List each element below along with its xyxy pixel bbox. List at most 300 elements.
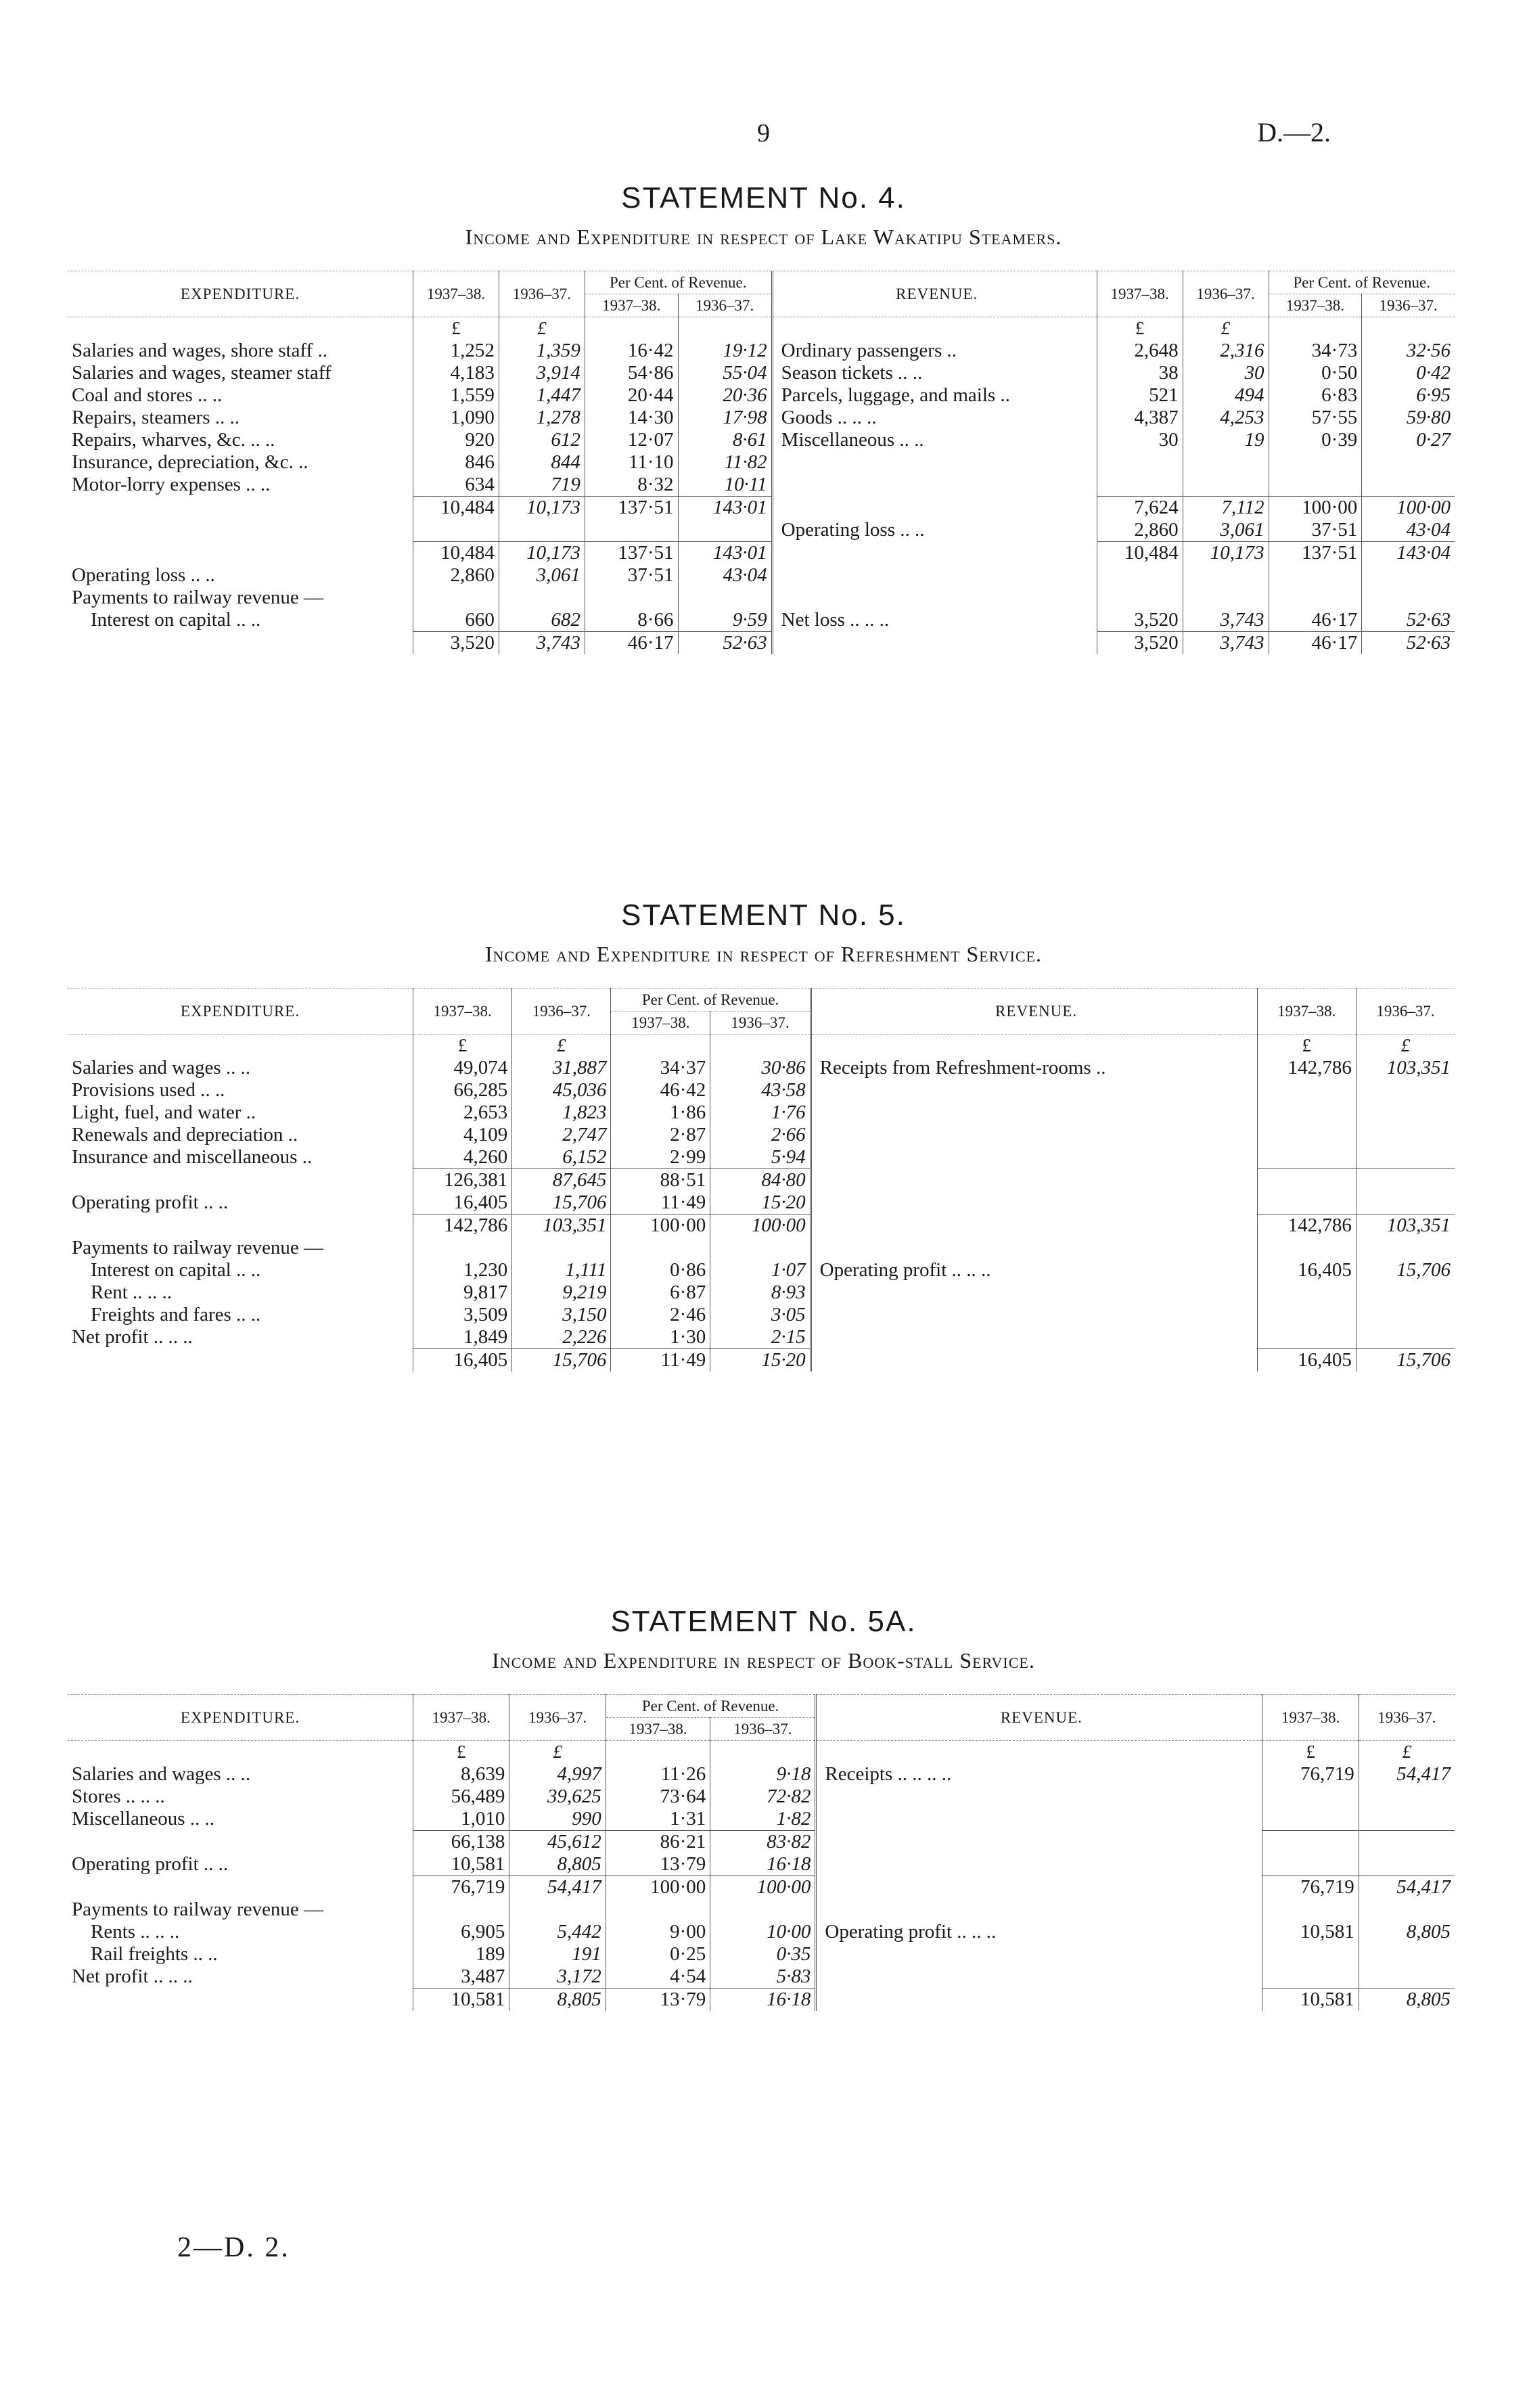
table-row (68, 1808, 1455, 1831)
column-header: EXPENDITURE. (68, 989, 413, 1035)
table-cell (1356, 1304, 1455, 1326)
table-cell: 11·26 (606, 1763, 710, 1786)
statement-title: STATEMENT No. 5. (621, 899, 906, 932)
table-row (68, 317, 1455, 340)
table-cell: 49,074 (413, 1057, 512, 1079)
page-number: 9 (757, 119, 770, 147)
table-cell: 6·83 (1269, 384, 1362, 407)
table-cell: 8·61 (678, 429, 772, 451)
table-cell: 20·44 (585, 384, 678, 407)
table-cell: 76,719 (1262, 1876, 1359, 1899)
row-label (811, 1035, 1257, 1058)
row-label: Freights and fares .. .. (91, 1304, 261, 1325)
row-label (816, 1741, 1262, 1764)
table-cell: 142,786 (1257, 1214, 1356, 1237)
table-cell: 16,405 (413, 1191, 512, 1214)
table-cell: 6·87 (611, 1281, 710, 1304)
table-cell: 46·17 (585, 632, 678, 655)
table-cell (1257, 1101, 1356, 1124)
table-row (68, 1124, 1455, 1146)
table-cell: 137·51 (1269, 542, 1362, 565)
table-cell: 8,805 (509, 1853, 606, 1876)
column-header: 1936–37. (499, 271, 585, 317)
table-cell (1359, 1966, 1455, 1989)
page-footer: 2—D. 2. (177, 2232, 290, 2263)
table-cell: 2,226 (512, 1326, 611, 1349)
table-cell: 844 (499, 451, 585, 474)
table-cell (1257, 1281, 1356, 1304)
table-cell (1269, 317, 1362, 340)
table-cell: 1·82 (710, 1808, 816, 1831)
table-cell (1262, 1899, 1359, 1921)
table-cell (1359, 1786, 1455, 1808)
table-cell (1359, 1853, 1455, 1876)
row-label: Operating profit .. .. (72, 1853, 229, 1875)
table-cell (1183, 451, 1269, 474)
table-cell: 612 (499, 429, 585, 451)
table-cell (1356, 1237, 1455, 1259)
row-label (68, 1989, 413, 2012)
table-row (68, 1921, 1455, 1943)
table-row (68, 1899, 1455, 1921)
table-cell (1362, 317, 1455, 340)
row-label (772, 451, 1097, 474)
table-cell: 2,860 (413, 564, 499, 587)
table-cell: 52·63 (1362, 632, 1455, 655)
table-cell: 3,150 (512, 1304, 611, 1326)
table-cell (1257, 1304, 1356, 1326)
row-label: Parcels, luggage, and mails .. (772, 384, 1097, 407)
table-cell: 43·04 (678, 564, 772, 587)
table-cell: 3,061 (1183, 519, 1269, 542)
table-cell: 3,914 (499, 362, 585, 384)
table-cell: 15,706 (512, 1349, 611, 1372)
row-label: Goods .. .. .. (772, 407, 1097, 429)
table-cell: 15,706 (1356, 1259, 1455, 1281)
row-label (816, 1966, 1262, 1989)
table-cell: 16,405 (1257, 1349, 1356, 1372)
row-label: Salaries and wages .. .. (72, 1763, 251, 1785)
row-label: Interest on capital .. .. (91, 1259, 261, 1281)
row-label: Ordinary passengers .. (772, 340, 1097, 362)
column-header: EXPENDITURE. (68, 271, 413, 317)
table-cell: 11·82 (678, 451, 772, 474)
row-label (68, 317, 413, 340)
row-label: Operating profit .. .. .. (811, 1259, 1257, 1281)
row-label (816, 1989, 1262, 2012)
table-cell: 100·00 (606, 1876, 710, 1899)
column-header: 1936–37. (710, 1718, 816, 1741)
table-cell (413, 587, 499, 609)
table-row (68, 429, 1455, 451)
row-label (68, 497, 413, 520)
row-label (772, 317, 1097, 340)
row-label: Insurance, depreciation, &c. .. (72, 451, 309, 473)
table-cell: 15·20 (710, 1349, 811, 1372)
table-cell: 6·95 (1362, 384, 1455, 407)
table-cell: 73·64 (606, 1786, 710, 1808)
table-cell: 32·56 (1362, 340, 1455, 362)
row-label (772, 497, 1097, 520)
table-cell: 0·35 (710, 1943, 816, 1966)
row-label: Miscellaneous .. .. (72, 1808, 215, 1830)
table-cell: 37·51 (1269, 519, 1362, 542)
table-cell: 0·27 (1362, 429, 1455, 451)
column-header: 1937–38. (1257, 989, 1356, 1035)
row-label (816, 1943, 1262, 1966)
table-cell: £ (1257, 1035, 1356, 1058)
table-cell: 46·17 (1269, 609, 1362, 632)
table-cell: 13·79 (606, 1853, 710, 1876)
table-cell: 76,719 (413, 1876, 509, 1899)
statement-table (68, 1694, 1455, 2011)
row-label (816, 1786, 1262, 1808)
table-cell (1359, 1943, 1455, 1966)
table-cell (585, 587, 678, 609)
table-cell: 54,417 (1359, 1763, 1455, 1786)
table-cell: 8,805 (509, 1989, 606, 2012)
table-cell (1097, 474, 1183, 497)
table-cell: 10·00 (710, 1921, 816, 1943)
table-cell (1362, 587, 1455, 609)
row-label (68, 542, 413, 565)
table-cell: 2·99 (611, 1146, 710, 1169)
table-row (68, 1786, 1455, 1808)
row-label: Miscellaneous .. .. (772, 429, 1097, 451)
row-label (811, 1079, 1257, 1101)
table-cell (1257, 1191, 1356, 1214)
table-cell: 103,351 (1356, 1057, 1455, 1079)
table-cell: 57·55 (1269, 407, 1362, 429)
table-row (68, 451, 1455, 474)
table-cell: 100·00 (1362, 497, 1455, 520)
row-label: Salaries and wages .. .. (72, 1057, 251, 1078)
column-header: 1936–37. (509, 1695, 606, 1741)
table-row (68, 587, 1455, 609)
column-header: 1936–37. (512, 989, 611, 1035)
row-label (772, 587, 1097, 609)
row-label: Stores .. .. .. (72, 1786, 165, 1807)
row-label (811, 1101, 1257, 1124)
table-cell: 191 (509, 1943, 606, 1966)
table-cell (1262, 1786, 1359, 1808)
table-cell: 7,112 (1183, 497, 1269, 520)
row-label (811, 1304, 1257, 1326)
table-cell: 2,316 (1183, 340, 1269, 362)
table-row (68, 1966, 1455, 1989)
table-cell: 8,639 (413, 1763, 509, 1786)
table-cell (1269, 451, 1362, 474)
table-cell: 494 (1183, 384, 1269, 407)
table-cell: 59·80 (1362, 407, 1455, 429)
table-cell: 15,706 (512, 1191, 611, 1214)
table-cell (606, 1899, 710, 1921)
table-row (68, 1191, 1455, 1214)
row-label: Operating profit .. .. (72, 1191, 229, 1213)
table-cell: 88·51 (611, 1169, 710, 1192)
table-row (68, 340, 1455, 362)
row-label: Net profit .. .. .. (72, 1326, 193, 1348)
table-cell: 1,230 (413, 1259, 512, 1281)
table-cell: 2,648 (1097, 340, 1183, 362)
table-cell: 66,138 (413, 1831, 509, 1854)
row-label: Receipts .. .. .. .. (816, 1763, 1262, 1786)
row-label (772, 564, 1097, 587)
table-cell (678, 519, 772, 542)
row-label (68, 1214, 413, 1237)
row-label (68, 1169, 413, 1192)
table-cell: 8,805 (1359, 1989, 1455, 2012)
row-label (816, 1876, 1262, 1899)
row-label (811, 1214, 1257, 1237)
table-cell: 142,786 (1257, 1057, 1356, 1079)
table-cell: 10,581 (1262, 1989, 1359, 2012)
table-cell: £ (1183, 317, 1269, 340)
table-cell: 142,786 (413, 1214, 512, 1237)
table-cell: 3,743 (499, 632, 585, 655)
row-label: Insurance and miscellaneous .. (72, 1146, 313, 1168)
table-cell: 7,624 (1097, 497, 1183, 520)
column-header: 1937–38. (1097, 271, 1183, 317)
table-cell: 3,509 (413, 1304, 512, 1326)
table-cell (710, 1237, 811, 1259)
row-label: Operating profit .. .. .. (816, 1921, 1262, 1943)
table-cell: 1,090 (413, 407, 499, 429)
table-cell (1362, 451, 1455, 474)
table-cell (1356, 1281, 1455, 1304)
table-cell: 5·94 (710, 1146, 811, 1169)
table-cell: 6,152 (512, 1146, 611, 1169)
row-label: Repairs, steamers .. .. (72, 407, 240, 428)
table-cell: 38 (1097, 362, 1183, 384)
table-cell (1356, 1191, 1455, 1214)
table-row (68, 542, 1455, 565)
row-label (811, 1191, 1257, 1214)
table-row (68, 384, 1455, 407)
table-cell: 3,172 (509, 1966, 606, 1989)
table-cell (1356, 1326, 1455, 1349)
table-cell: 1,447 (499, 384, 585, 407)
table-row (68, 1304, 1455, 1326)
table-cell: 10,484 (413, 497, 499, 520)
table-cell (413, 519, 499, 542)
row-label: Receipts from Refreshment-rooms .. (811, 1057, 1257, 1079)
table-cell (678, 317, 772, 340)
table-cell: 8·93 (710, 1281, 811, 1304)
table-row (68, 1326, 1455, 1349)
table-cell: 11·49 (611, 1349, 710, 1372)
table-cell: 9,219 (512, 1281, 611, 1304)
table-cell: 0·86 (611, 1259, 710, 1281)
table-cell: 3,520 (413, 632, 499, 655)
row-label: Coal and stores .. .. (72, 384, 223, 406)
row-label: Payments to railway revenue — (72, 1237, 324, 1258)
column-header: Per Cent. of Revenue. (585, 271, 772, 294)
table-cell: 10,173 (1183, 542, 1269, 565)
row-label (772, 632, 1097, 655)
row-label: Salaries and wages, shore staff .. (72, 340, 327, 361)
row-label (68, 632, 413, 655)
table-cell: 682 (499, 609, 585, 632)
table-cell: 16·18 (710, 1853, 816, 1876)
document-reference: D.—2. (1257, 117, 1331, 147)
statement-table (68, 271, 1455, 654)
table-row (68, 1349, 1455, 1372)
table-cell (678, 587, 772, 609)
table-cell: 4,387 (1097, 407, 1183, 429)
table-cell: 660 (413, 609, 499, 632)
table-cell: 34·37 (611, 1057, 710, 1079)
table-cell: 10,173 (499, 497, 585, 520)
table-cell (509, 1899, 606, 1921)
table-cell: 9·18 (710, 1763, 816, 1786)
table-cell: 143·04 (1362, 542, 1455, 565)
table-cell: 1,849 (413, 1326, 512, 1349)
table-row (68, 497, 1455, 520)
table-cell: 100·00 (710, 1214, 811, 1237)
table-cell: £ (413, 1035, 512, 1058)
table-row (68, 1259, 1455, 1281)
table-cell (1097, 564, 1183, 587)
table-cell: 1,359 (499, 340, 585, 362)
table-cell: 45,036 (512, 1079, 611, 1101)
table-cell: £ (1359, 1741, 1455, 1764)
row-label: Payments to railway revenue — (72, 587, 324, 608)
table-cell: 137·51 (585, 497, 678, 520)
table-cell (499, 519, 585, 542)
table-cell: 9·00 (606, 1921, 710, 1943)
table-cell: 1,111 (512, 1259, 611, 1281)
row-label: Interest on capital .. .. (91, 609, 261, 631)
table-cell: £ (1356, 1035, 1455, 1058)
table-cell: 46·17 (1269, 632, 1362, 655)
table-cell: 634 (413, 474, 499, 497)
column-header: 1936–37. (678, 294, 772, 317)
table-cell: 1,278 (499, 407, 585, 429)
column-header: 1936–37. (1183, 271, 1269, 317)
table-cell (1362, 474, 1455, 497)
row-label (811, 1169, 1257, 1192)
table-cell: 34·73 (1269, 340, 1362, 362)
table-cell: 12·07 (585, 429, 678, 451)
table-cell: 2,653 (413, 1101, 512, 1124)
row-label: Rent .. .. .. (91, 1281, 173, 1303)
table-cell (512, 1237, 611, 1259)
table-cell: 4,109 (413, 1124, 512, 1146)
table-cell: 16·18 (710, 1989, 816, 2012)
row-label (68, 1741, 413, 1764)
row-label (816, 1831, 1262, 1854)
table-cell: 9·59 (678, 609, 772, 632)
table-cell: 10,581 (413, 1853, 509, 1876)
column-header: 1936–37. (1362, 294, 1455, 317)
table-cell: 43·58 (710, 1079, 811, 1101)
table-cell: 87,645 (512, 1169, 611, 1192)
table-cell: 15·20 (710, 1191, 811, 1214)
table-cell: 3,520 (1097, 632, 1183, 655)
table-cell: 10·11 (678, 474, 772, 497)
table-cell (1356, 1079, 1455, 1101)
table-cell: 55·04 (678, 362, 772, 384)
table-cell: 31,887 (512, 1057, 611, 1079)
table-cell: 13·79 (606, 1989, 710, 2012)
table-row (68, 474, 1455, 497)
row-label: Rents .. .. .. (91, 1921, 180, 1943)
table-cell (710, 1899, 816, 1921)
table-cell: 0·42 (1362, 362, 1455, 384)
row-label (68, 1349, 413, 1372)
table-cell: 2,860 (1097, 519, 1183, 542)
table-cell: 39,625 (509, 1786, 606, 1808)
table-cell: 4,260 (413, 1146, 512, 1169)
table-cell: 2·15 (710, 1326, 811, 1349)
table-cell: 17·98 (678, 407, 772, 429)
table-cell: 66,285 (413, 1079, 512, 1101)
table-cell (1356, 1124, 1455, 1146)
table-cell (1257, 1124, 1356, 1146)
table-cell (1262, 1808, 1359, 1831)
table-cell: 86·21 (606, 1831, 710, 1854)
table-cell: 920 (413, 429, 499, 451)
table-row (68, 609, 1455, 632)
row-label: Repairs, wharves, &c. .. .. (72, 429, 275, 451)
row-label (811, 1237, 1257, 1259)
table-cell: 10,484 (413, 542, 499, 565)
table-cell: 84·80 (710, 1169, 811, 1192)
column-header: REVENUE. (816, 1695, 1262, 1741)
table-cell (1359, 1808, 1455, 1831)
table-row (68, 1101, 1455, 1124)
table-cell (1097, 587, 1183, 609)
table-cell: 100·00 (710, 1876, 816, 1899)
table-cell (1262, 1831, 1359, 1854)
table-cell: 1,252 (413, 340, 499, 362)
table-cell: 1·30 (611, 1326, 710, 1349)
table-cell: 45,612 (509, 1831, 606, 1854)
table-cell (1257, 1146, 1356, 1169)
table-cell: 20·36 (678, 384, 772, 407)
row-label (68, 1035, 413, 1058)
column-header: 1937–38. (585, 294, 678, 317)
table-row (68, 1079, 1455, 1101)
table-cell: 3,061 (499, 564, 585, 587)
table-row (68, 1989, 1455, 2012)
table-cell: £ (413, 317, 499, 340)
row-label (811, 1281, 1257, 1304)
row-label: Net profit .. .. .. (72, 1966, 193, 1987)
table-cell (1257, 1326, 1356, 1349)
row-label: Operating loss .. .. (72, 564, 215, 586)
statement-table (68, 988, 1455, 1371)
table-row (68, 407, 1455, 429)
row-label: Season tickets .. .. (772, 362, 1097, 384)
table-cell: 189 (413, 1943, 509, 1966)
statement-title: STATEMENT No. 5A. (610, 1605, 917, 1638)
table-cell: 4,183 (413, 362, 499, 384)
table-row (68, 1763, 1455, 1786)
column-header: 1937–38. (413, 1695, 509, 1741)
table-row (68, 362, 1455, 384)
table-cell (1356, 1169, 1455, 1192)
column-header: Per Cent. of Revenue. (611, 989, 811, 1012)
table-cell (1362, 564, 1455, 587)
table-row (68, 1281, 1455, 1304)
statement-subtitle: Income and Expenditure in respect of Refreshment Service. (485, 942, 1042, 966)
table-cell: 0·39 (1269, 429, 1362, 451)
table-cell: 52·63 (678, 632, 772, 655)
row-label (811, 1146, 1257, 1169)
table-cell (1257, 1237, 1356, 1259)
